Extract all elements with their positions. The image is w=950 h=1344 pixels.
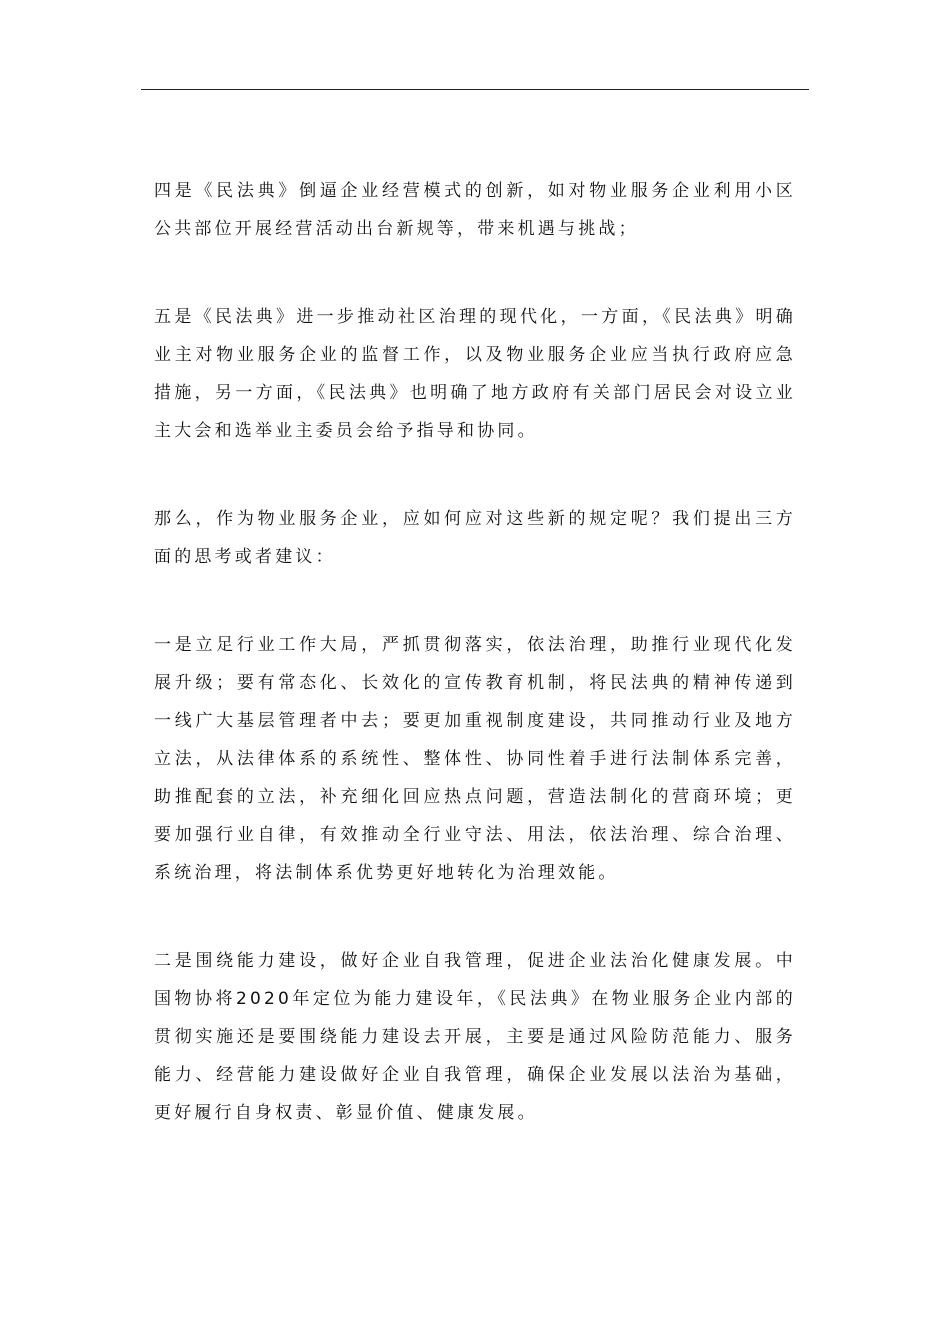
paragraph-gap: [154, 450, 796, 500]
paragraph-fifth-point: 五是《民法典》进一步推动社区治理的现代化，一方面，《民法典》明确业主对物业服务企业的监督工作，以及物业服务企业应当执行政府应急措施，另一方面，《民法典》也明确了地方政府有关部门居民会对设立业主大会和选举业主委员会给予指导和协同。: [154, 307, 796, 441]
paragraph-gap: [154, 576, 796, 626]
header-rule: [141, 89, 809, 90]
paragraph-gap: [154, 248, 796, 298]
paragraph-fourth-point: 四是《民法典》倒逼企业经营模式的创新，如对物业服务企业利用小区公共部位开展经营活动出台新规等，带来机遇与挑战；: [154, 181, 796, 239]
paragraph-suggestion-one: 一是立足行业工作大局，严抓贯彻落实，依法治理，助推行业现代化发展升级；要有常态化、长效化的宣传教育机制，将民法典的精神传递到一线广大基层管理者中去；要更加重视制度建设，共同推动行业及地方立法，从法律体系的系统性、整体性、协同性着手进行法制体系完善，助推配套的立法，补充细化回应热点问题，营造法制化的营商环境；更要加强行业自律，有效推动全行业守法、用法，依法治理、综合治理、系统治理，将法制体系优势更好地转化为治理效能。: [154, 635, 796, 883]
paragraph-suggestion-two: 二是围绕能力建设，做好企业自我管理，促进企业法治化健康发展。中国物协将2020年定位为能力建设年，《民法典》在物业服务企业内部的贯彻实施还是要围绕能力建设去开展，主要是通过风险防范能力、服务能力、经营能力建设做好企业自我管理，确保企业发展以法治为基础，更好履行自身权责、彰显价值、健康发展。: [154, 951, 796, 1123]
document-body: [154, 172, 796, 1132]
paragraph-gap: [154, 892, 796, 942]
paragraph-question: 那么，作为物业服务企业，应如何应对这些新的规定呢？我们提出三方面的思考或者建议：: [154, 509, 796, 567]
